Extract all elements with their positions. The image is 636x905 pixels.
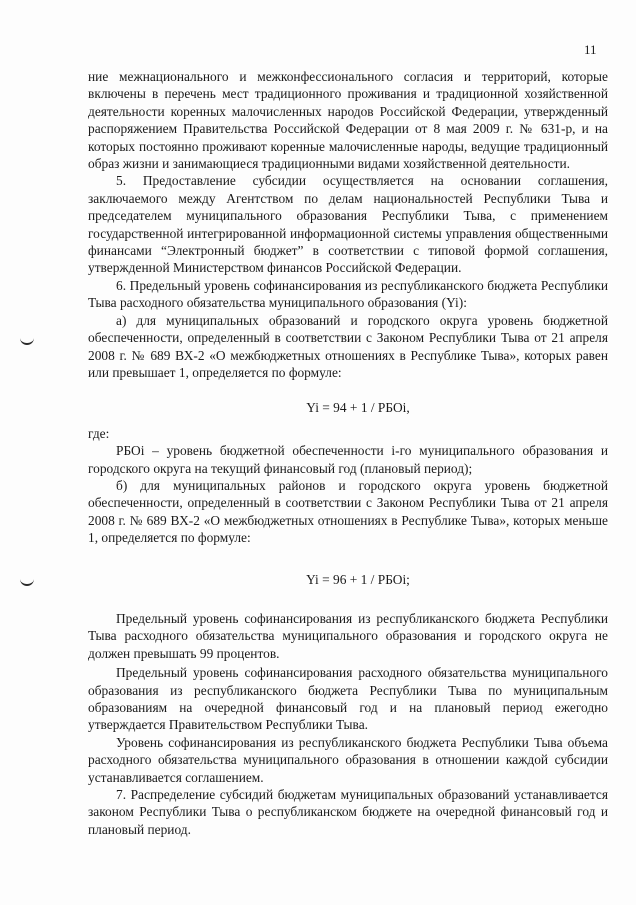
- document-body: [88, 68, 608, 838]
- formula: Yi = 96 + 1 / РБОi;: [306, 571, 410, 587]
- margin-mark: [20, 337, 34, 345]
- paragraph: Предельный уровень софинансирования расходного обязательства муниципального образования из республиканского бюджета Республики Тыва по муниципальным образованиям на очередной финансовый год и на плановый период ежегодно утверждается Правительством Республики Тыва.: [88, 665, 608, 733]
- paragraph: где:: [88, 425, 110, 441]
- formula: Yi = 94 + 1 / РБОi,: [306, 400, 410, 416]
- paragraph: ние межнационального и межконфессионального согласия и территорий, которые включены в перечень мест традиционного проживания и традиционной хозяйственной деятельности коренных малочисленных народов Российской Федерации, утвержденный распоряжением Правительства Российской Федерации от 8 мая 2009 г. № 631-р, и на которых постоянно проживают коренные малочисленные народы, ведущие традиционный образ жизни и занимающиеся традиционными видами хозяйственной деятельности.: [88, 69, 608, 172]
- paragraph: Предельный уровень софинансирования из республиканского бюджета Республики Тыва расходного обязательства муниципального образования и городского округа не должен превышать 99 процентов.: [88, 610, 608, 661]
- paragraph: 5. Предоставление субсидии осуществляется на основании соглашения, заключаемого между Агентством по делам национальностей Республики Тыва и председателем муниципального образования Республики Тыва, с применением государственной интегрированной информационной системы управления общественными финансами “Электронный бюджет” в соответствии с типовой формой соглашения, утвержденной Министерством финансов Российской Федерации.: [88, 173, 608, 276]
- paragraph: а) для муниципальных образований и городского округа уровень бюджетной обеспеченности, определенный в соответствии с Законом Республики Тыва от 21 апреля 2008 г. № 689 ВХ-2 «О межбюджетных отношениях в Республике Тыва», которых равен или превышает 1, определяется по формуле:: [88, 312, 608, 380]
- paragraph: 6. Предельный уровень софинансирования из республиканского бюджета Республики Тыва расходного обязательства муниципального образования (Yi):: [88, 277, 608, 311]
- margin-mark: [20, 578, 34, 586]
- paragraph: Уровень софинансирования из республиканского бюджета Республики Тыва объема расходного обязательства муниципального образования в отношении каждой субсидии устанавливается соглашением.: [88, 734, 608, 785]
- paragraph: РБОi – уровень бюджетной обеспеченности i-го муниципального образования и городского округа на текущий финансовый год (плановый период);: [88, 443, 608, 476]
- paragraph: 7. Распределение субсидий бюджетам муниципальных образований устанавливается законом Республики Тыва о республиканском бюджете на очередной финансовый год и плановый период.: [88, 787, 608, 837]
- page-number: 11: [584, 42, 597, 57]
- paragraph: б) для муниципальных районов и городского округа уровень бюджетной обеспеченности, определенный в соответствии с Законом Республики Тыва от 21 апреля 2008 г. № 689 ВХ-2 «О межбюджетных отношениях в Республике Тыва», которых меньше 1, определяется по формуле:: [88, 477, 608, 546]
